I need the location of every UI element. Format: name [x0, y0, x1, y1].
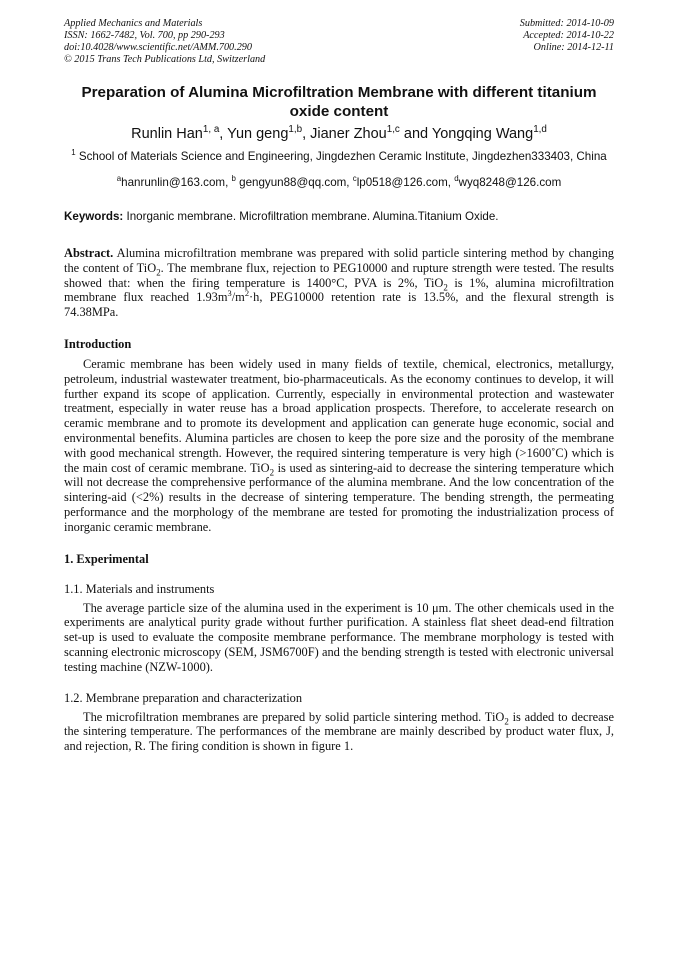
accepted-date: Accepted: 2014-10-22 — [523, 30, 614, 41]
journal-info — [64, 18, 265, 66]
email-mark: a — [116, 174, 122, 184]
author-affil-mark: 1,b — [288, 124, 303, 136]
author-affil-mark: 1, a — [202, 124, 220, 136]
author-name: Runlin Han — [131, 126, 203, 142]
author-name: Yun geng — [227, 126, 289, 142]
author-name: Yongqing Wang — [431, 126, 534, 142]
author-list — [64, 125, 614, 144]
author-affil-mark: 1,c — [386, 124, 400, 136]
copyright-line: © 2015 Trans Tech Publications Ltd, Switzerland — [64, 54, 266, 65]
paragraph-text: Ceramic membrane has been widely used in many fields of textile, chemical, electronics, metallurgy, petroleum, industrial wastewater treatment, bio-pharmaceuticals. As the economy continues to develop, it will further expand its scope of application. Currently, especially in environmental protection and wastewater treatment, especially in water reuse has a broad application prospects. Therefore, to accelerate research on ceramic membrane and to promote its development and application can generate huge economic, social and environmental benefits. Alumina particles are chosen to keep the pore size and the porosity of the membrane with good mechanical strength. However, the required sintering temperature is very high (>1600˚C) which is the main cost of ceramic membrane. TiO — [64, 356, 614, 475]
abstract-text: is 1%, alumina microfiltration membrane flux reached 1.93m — [64, 275, 614, 305]
abstract — [64, 246, 614, 320]
email-mark: b — [231, 174, 236, 184]
abstract-text: ·h, PEG10000 retention rate is 13.5%, and the flexural strength is 74.38MPa. — [64, 290, 614, 320]
email-separator: , — [447, 176, 455, 189]
doi-line: doi:10.4028/www.scientific.net/AMM.700.290 — [64, 42, 252, 53]
email-separator: , — [225, 176, 232, 189]
author-affil-mark: 1,d — [533, 124, 547, 136]
author-separator: and — [399, 126, 432, 142]
publication-dates — [520, 18, 614, 66]
affiliation-mark: 1 — [71, 148, 76, 158]
preparation-paragraph — [64, 710, 614, 754]
introduction-heading: Introduction — [64, 336, 132, 351]
email-list — [64, 175, 614, 190]
superscript: 2 — [244, 288, 250, 299]
experimental-heading: 1. Experimental — [64, 551, 149, 566]
email-mark: d — [454, 174, 459, 184]
introduction-paragraph — [64, 357, 614, 535]
submitted-date: Submitted: 2014-10-09 — [519, 18, 614, 29]
abstract-label: Abstract. — [64, 246, 114, 260]
subscript: 2 — [443, 282, 448, 293]
paragraph-text: is added to decrease the sintering temperature. The performances of the membrane are mainly described by product water flux, J, and rejection, R. The firing condition is shown in figure 1. — [64, 709, 614, 754]
affiliation-text: School of Materials Science and Engineering, Jingdezhen Ceramic Institute, Jingdezhen333403, China — [75, 150, 607, 163]
materials-paragraph: The average particle size of the alumina used in the experiment is 10 μm. The other chemicals used in the experiments are analytical purity grade without further purification. A stainless flat sheet dead-end filtration set-up is used to evaluate the composite membrane performance. The membrane morphology is tested with scanning electronic microscopy (SEM, JSM6700F) and the bending strength is tested with electronic universal testing machine (NZW-1000). — [64, 600, 614, 674]
abstract-text: Alumina microfiltration membrane was prepared with solid particle sintering method by changing the content of TiO — [64, 246, 614, 275]
journal-header — [64, 18, 614, 66]
email-mark: c — [352, 174, 357, 184]
author-separator: , — [219, 126, 228, 142]
subsection-heading-materials: 1.1. Materials and instruments — [64, 581, 215, 596]
subsection-heading-preparation: 1.2. Membrane preparation and characterization — [64, 690, 303, 705]
keywords-label: Keywords: — [64, 210, 124, 223]
online-date: Online: 2014-12-11 — [533, 42, 614, 53]
email-separator: , — [346, 176, 353, 189]
affiliation — [64, 149, 614, 164]
author-separator: , — [302, 126, 311, 142]
email-address: lp0518@126.com — [356, 176, 448, 189]
abstract-text: . The membrane flux, rejection to PEG10000 and rupture strength were tested. The results showed that: when the firing temperature is 1400°C, PVA is 2%, TiO — [64, 260, 614, 290]
superscript: 3 — [227, 288, 232, 299]
email-address: hanrunlin@163.com — [121, 176, 226, 189]
subscript: 2 — [504, 716, 509, 726]
abstract-text: /m — [231, 290, 245, 305]
email-address: gengyun88@qq.com — [235, 176, 347, 189]
paper-title: Preparation of Alumina Microfiltration Membrane with different titanium oxide content — [81, 84, 597, 120]
subscript: 2 — [269, 467, 275, 478]
issn-line: ISSN: 1662-7482, Vol. 700, pp 290-293 — [64, 30, 225, 41]
author-name: Jianer Zhou — [310, 126, 387, 142]
keywords — [64, 209, 614, 224]
email-address: wyq8248@126.com — [458, 176, 562, 189]
keywords-text: Inorganic membrane. Microfiltration membrane. Alumina.Titanium Oxide. — [123, 210, 499, 223]
paragraph-text: is used as sintering-aid to decrease the sintering temperature which will not decrease the comprehensive performance of the alumina membrane. And the low concentration of the sintering-aid (<2%) results in the decrease of sintering temperature. The bending strength, the permeating performance and the morphology of the membrane are tested for promoting the industrialization process of inorganic ceramic membrane. — [64, 460, 614, 534]
subscript: 2 — [156, 267, 161, 278]
journal-name: Applied Mechanics and Materials — [64, 18, 203, 29]
paragraph-text: The microfiltration membranes are prepared by solid particle sintering method. TiO — [83, 709, 505, 724]
